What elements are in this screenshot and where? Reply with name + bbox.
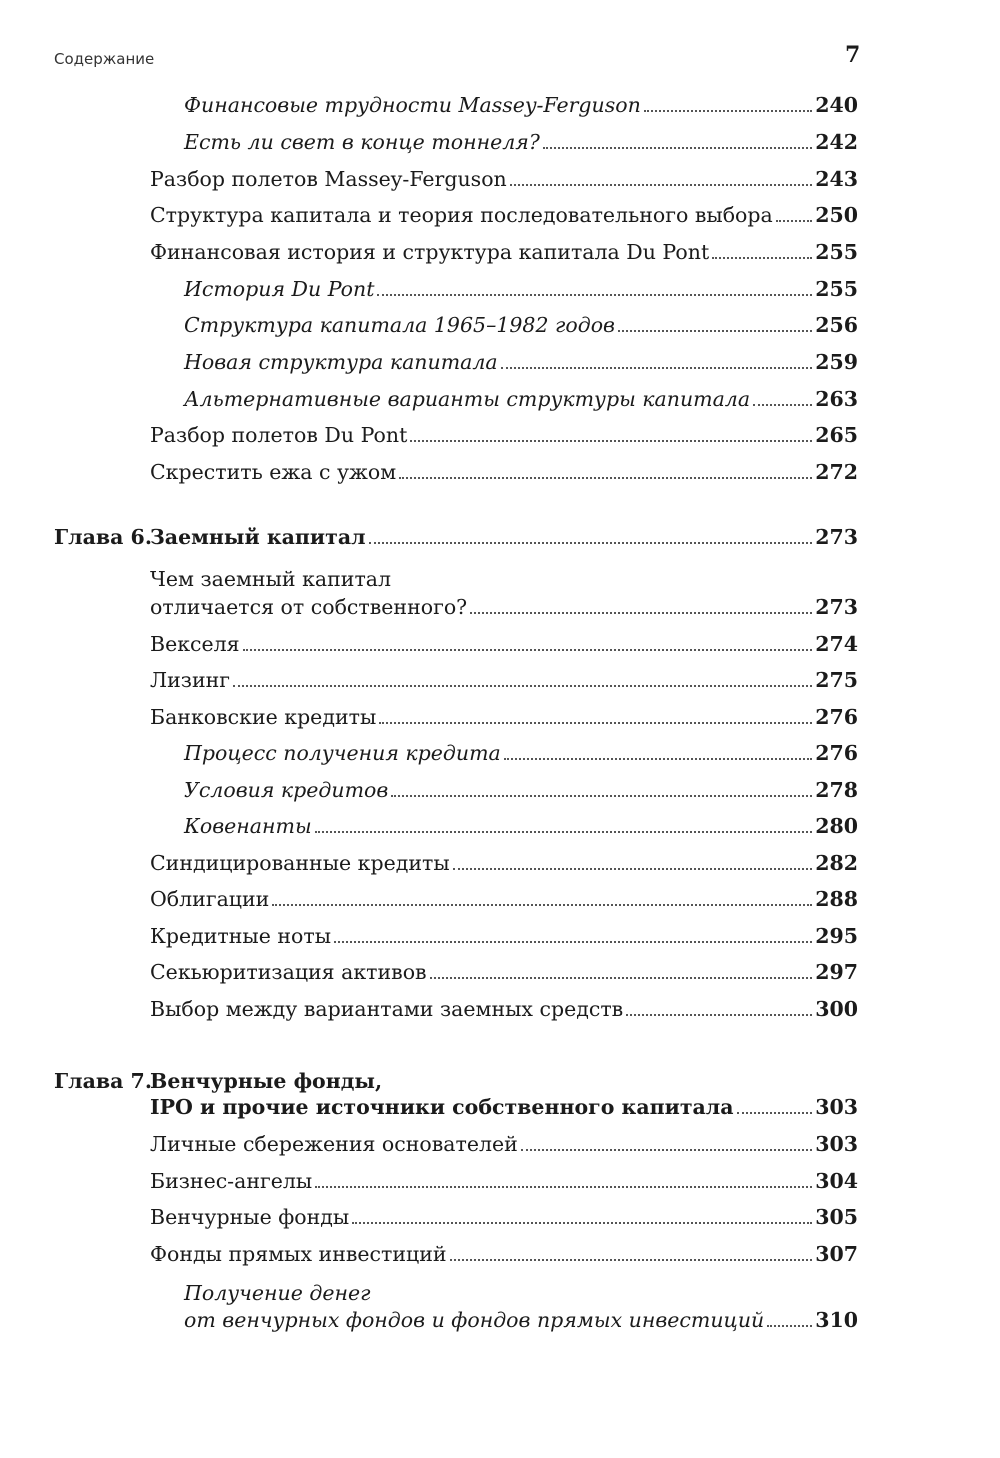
toc-entry-title: Кредитные ноты <box>150 924 332 948</box>
toc-entry[interactable] <box>150 235 858 265</box>
toc-entry-page: 310 <box>815 1308 858 1332</box>
toc-entry-page: 265 <box>815 423 858 447</box>
toc-entry-title: Синдицированные кредиты <box>150 851 450 875</box>
dot-leader <box>369 542 813 544</box>
toc-entry-page: 255 <box>815 277 858 301</box>
toc-entry[interactable] <box>150 882 858 912</box>
toc-entry-title: Есть ли свет в конце тоннеля? <box>184 130 540 154</box>
toc-entry-title: от венчурных фондов и фондов прямых инвестиций <box>184 1308 765 1332</box>
dot-leader <box>379 722 812 724</box>
toc-entry-title: Структура капитала 1965–1982 годов <box>184 313 615 337</box>
toc-entry-page: 276 <box>815 705 858 729</box>
toc-entry-page: 273 <box>815 525 858 549</box>
toc-entry[interactable] <box>150 162 858 192</box>
dot-leader <box>272 904 812 906</box>
toc-entry[interactable] <box>150 663 858 693</box>
toc-entry-page: 242 <box>815 130 858 154</box>
toc-entry-page: 303 <box>815 1095 858 1119</box>
toc-entry[interactable] <box>150 1164 858 1194</box>
dot-leader <box>377 294 812 296</box>
toc-entry-title: Альтернативные варианты структуры капитала <box>184 387 751 411</box>
toc-entry-title: Бизнес-ангелы <box>150 1169 313 1193</box>
dot-leader <box>618 330 812 332</box>
toc-entry-title: Личные сбережения основателей <box>150 1132 518 1156</box>
toc-entry-page: 288 <box>815 887 858 911</box>
dot-leader <box>753 404 812 406</box>
toc-entry-page: 240 <box>815 93 858 117</box>
toc-entry-page: 256 <box>815 313 858 337</box>
toc-entry[interactable] <box>150 1200 858 1230</box>
toc-entry-title: Векселя <box>150 632 240 656</box>
dot-leader <box>391 795 812 797</box>
toc-entry-page: 295 <box>815 924 858 948</box>
toc-entry-page: 303 <box>815 1132 858 1156</box>
toc-entry[interactable] <box>184 125 858 155</box>
dot-leader <box>712 257 812 259</box>
dot-leader <box>470 612 812 614</box>
toc-entry-page: 243 <box>815 167 858 191</box>
toc-entry-page: 307 <box>815 1242 858 1266</box>
toc-entry-title: Разбор полетов Massey-Ferguson <box>150 167 507 191</box>
dot-leader <box>776 220 812 222</box>
toc-entry[interactable] <box>150 955 858 985</box>
toc-entry[interactable] <box>184 345 858 375</box>
chapter-number: Глава 7. <box>54 1069 152 1093</box>
running-head: Содержание <box>54 50 155 68</box>
toc-entry-title: Выбор между вариантами заемных средств <box>150 997 624 1021</box>
dot-leader <box>315 1186 812 1188</box>
dot-leader <box>644 110 812 112</box>
toc-entry[interactable] <box>184 272 858 302</box>
dot-leader <box>510 184 812 186</box>
toc-entry-title: Секьюритизация активов <box>150 960 427 984</box>
dot-leader <box>767 1325 812 1327</box>
toc-entry-title: отличается от собственного? <box>150 595 468 619</box>
toc-entry-title: Ковенанты <box>184 814 312 838</box>
dot-leader <box>315 831 813 833</box>
toc-entry-page: 305 <box>815 1205 858 1229</box>
toc-entry[interactable] <box>150 846 858 876</box>
toc-entry-page: 276 <box>815 741 858 765</box>
toc-entry-page: 263 <box>815 387 858 411</box>
toc-entry-page: 278 <box>815 778 858 802</box>
toc-entry-title: Венчурные фонды <box>150 1205 350 1229</box>
toc-entry-title: Разбор полетов Du Pont <box>150 423 408 447</box>
toc-entry-title: Процесс получения кредита <box>184 741 501 765</box>
page-number: 7 <box>845 42 861 68</box>
toc-entry-page: 259 <box>815 350 858 374</box>
toc-entry[interactable] <box>184 1303 858 1333</box>
toc-entry-title: Условия кредитов <box>184 778 389 802</box>
toc-entry-title: Финансовая история и структура капитала Du Pont <box>150 240 710 264</box>
toc-entry-page: 255 <box>815 240 858 264</box>
toc-entry-page: 272 <box>815 460 858 484</box>
toc-entry-title: Скрестить ежа с ужом <box>150 460 397 484</box>
toc-entry[interactable] <box>150 418 858 448</box>
toc-entry[interactable] <box>184 382 858 412</box>
toc-entry[interactable] <box>150 1127 858 1157</box>
toc-entry[interactable] <box>150 198 858 228</box>
toc-entry-title: Структура капитала и теория последовательного выбора <box>150 203 773 227</box>
toc-entry-title: Финансовые трудности Massey-Ferguson <box>184 93 641 117</box>
dot-leader <box>430 977 813 979</box>
dot-leader <box>334 941 812 943</box>
dot-leader <box>399 477 812 479</box>
toc-entry-page: 280 <box>815 814 858 838</box>
toc-entry[interactable] <box>150 455 858 485</box>
dot-leader <box>504 758 812 760</box>
toc-entry-title-line: Чем заемный капитал <box>150 567 392 591</box>
dot-leader <box>626 1014 812 1016</box>
toc-entry[interactable] <box>184 736 858 766</box>
toc-entry[interactable] <box>150 590 858 620</box>
chapter-title: Заемный капитал <box>150 525 366 549</box>
toc-entry[interactable] <box>184 809 858 839</box>
chapter-heading[interactable] <box>150 520 858 550</box>
toc-entry-title-line: Получение денег <box>184 1281 371 1305</box>
dot-leader <box>501 367 813 369</box>
chapter-title: IPO и прочие источники собственного капитала <box>150 1095 734 1119</box>
toc-entry-title: История Du Pont <box>184 277 375 301</box>
toc-entry-title: Банковские кредиты <box>150 705 377 729</box>
toc-entry-page: 250 <box>815 203 858 227</box>
dot-leader <box>453 868 813 870</box>
toc-entry[interactable] <box>184 88 858 118</box>
dot-leader <box>450 1259 813 1261</box>
toc-entry[interactable] <box>184 773 858 803</box>
chapter-title-line: Венчурные фонды, <box>150 1069 383 1093</box>
toc-entry[interactable] <box>184 308 858 338</box>
dot-leader <box>410 440 812 442</box>
toc-entry[interactable] <box>150 992 858 1022</box>
chapter-number: Глава 6. <box>54 525 152 549</box>
dot-leader <box>521 1149 812 1151</box>
toc-entry[interactable] <box>150 1237 858 1267</box>
toc-entry[interactable] <box>150 919 858 949</box>
toc-entry-page: 282 <box>815 851 858 875</box>
toc-entry-page: 275 <box>815 668 858 692</box>
dot-leader <box>352 1222 812 1224</box>
toc-entry-title: Лизинг <box>150 668 231 692</box>
toc-entry-page: 274 <box>815 632 858 656</box>
chapter-heading[interactable] <box>150 1090 858 1120</box>
toc-entry-title: Облигации <box>150 887 270 911</box>
dot-leader <box>737 1112 813 1114</box>
toc-entry[interactable] <box>150 700 858 730</box>
toc-entry-title: Фонды прямых инвестиций <box>150 1242 447 1266</box>
toc-entry[interactable] <box>150 627 858 657</box>
toc-entry-page: 273 <box>815 595 858 619</box>
dot-leader <box>233 685 812 687</box>
toc-entry-title: Новая структура капитала <box>184 350 498 374</box>
dot-leader <box>543 147 812 149</box>
dot-leader <box>243 649 813 651</box>
toc-entry-page: 297 <box>815 960 858 984</box>
toc-entry-page: 304 <box>815 1169 858 1193</box>
toc-entry-page: 300 <box>815 997 858 1021</box>
